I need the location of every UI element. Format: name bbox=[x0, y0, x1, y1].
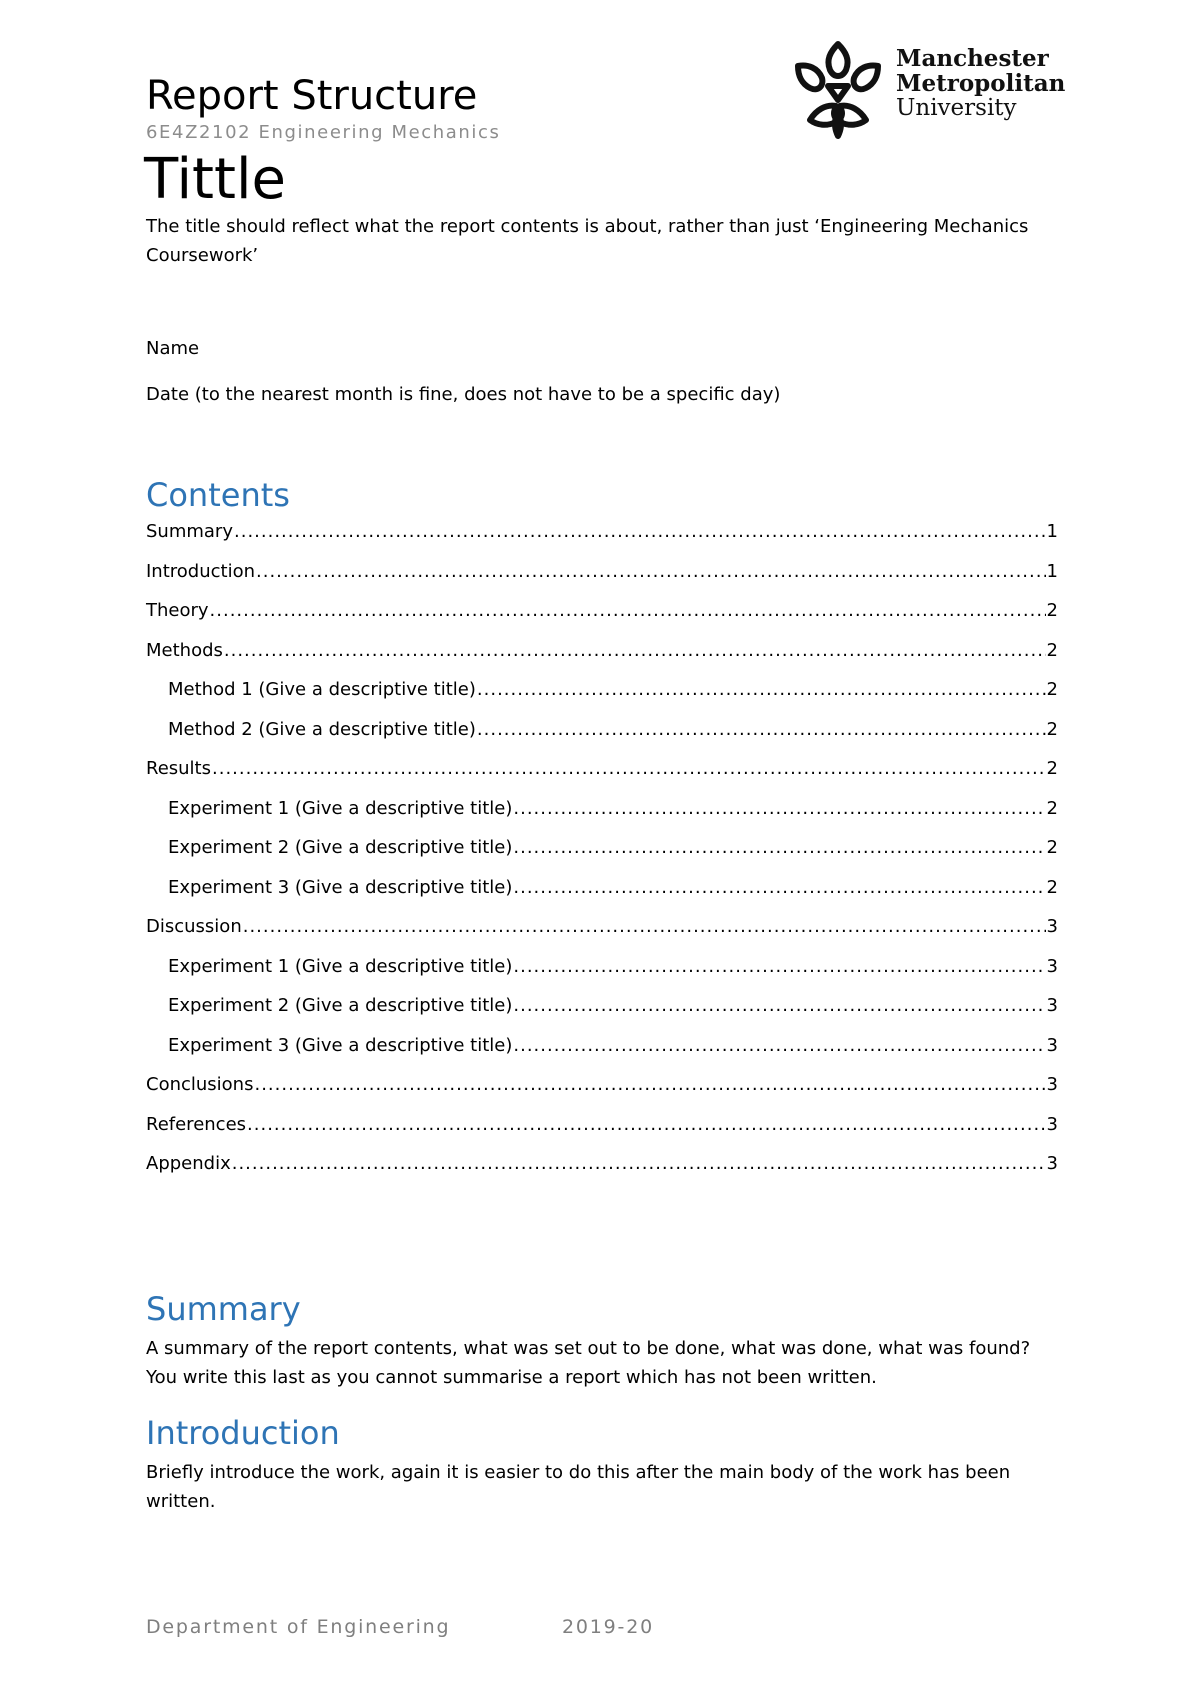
toc-entry-label: Appendix bbox=[146, 1153, 231, 1174]
university-logo bbox=[790, 40, 1070, 144]
toc-entry-page-number: 3 bbox=[1046, 1153, 1058, 1174]
toc-entry[interactable] bbox=[146, 678, 1058, 718]
toc-entry-label: Method 1 (Give a descriptive title) bbox=[168, 679, 476, 700]
toc-entry[interactable] bbox=[146, 1073, 1058, 1113]
toc-dot-leader bbox=[247, 1113, 1046, 1137]
toc-entry[interactable] bbox=[146, 1113, 1058, 1153]
toc-entry-label: Experiment 3 (Give a descriptive title) bbox=[168, 876, 513, 898]
toc-entry-label: Results bbox=[146, 758, 211, 779]
toc-entry[interactable] bbox=[146, 1152, 1058, 1192]
toc-dot-leader bbox=[232, 1152, 1046, 1176]
toc-entry-label: Experiment 1 (Give a descriptive title) bbox=[168, 955, 513, 977]
logo-line-university: University bbox=[896, 95, 1017, 121]
summary-heading: Summary bbox=[146, 1290, 301, 1328]
toc-entry[interactable] bbox=[146, 599, 1058, 639]
toc-entry-label: Introduction bbox=[146, 560, 256, 582]
toc-entry-page-number: 3 bbox=[1046, 1113, 1058, 1135]
toc-dot-leader bbox=[477, 678, 1046, 702]
toc-entry-label: Experiment 2 (Give a descriptive title) bbox=[168, 837, 513, 858]
toc-dot-leader bbox=[513, 994, 1045, 1018]
toc-dot-leader bbox=[513, 797, 1045, 821]
toc-dot-leader bbox=[513, 836, 1045, 860]
date-field-label: Date (to the nearest month is fine, does not have to be a specific day) bbox=[146, 384, 781, 405]
toc-entry-label: Experiment 3 (Give a descriptive title) bbox=[168, 1034, 513, 1056]
toc-dot-leader bbox=[256, 560, 1046, 584]
report-title-heading: Tittle bbox=[144, 147, 286, 212]
toc-dot-leader bbox=[243, 915, 1046, 939]
introduction-heading: Introduction bbox=[146, 1414, 340, 1452]
toc-entry[interactable] bbox=[146, 757, 1058, 797]
toc-dot-leader bbox=[212, 757, 1046, 781]
toc-entry-label: Methods bbox=[146, 639, 223, 661]
module-code-subtitle: 6E4Z2102 Engineering Mechanics bbox=[146, 122, 501, 143]
toc-entry-label: Experiment 1 (Give a descriptive title) bbox=[168, 797, 513, 819]
toc-entry-page-number: 2 bbox=[1046, 797, 1058, 819]
toc-entry[interactable] bbox=[146, 876, 1058, 916]
title-description: The title should reflect what the report contents is about, rather than just ‘Engineering Mechanics Coursework’ bbox=[146, 216, 1029, 266]
toc-entry-page-number: 1 bbox=[1046, 521, 1058, 542]
summary-text: A summary of the report contents, what was set out to be done, what was done, what was found? You write this last as you cannot summarise a report which has not been written. bbox=[146, 1338, 1031, 1388]
toc-entry[interactable] bbox=[146, 797, 1058, 837]
toc-entry-page-number: 2 bbox=[1046, 876, 1058, 898]
toc-entry-page-number: 3 bbox=[1046, 916, 1058, 937]
toc-dot-leader bbox=[477, 718, 1046, 742]
toc-entry[interactable] bbox=[146, 915, 1058, 955]
toc-entry[interactable] bbox=[146, 836, 1058, 876]
toc-entry-page-number: 3 bbox=[1046, 995, 1058, 1016]
toc-entry[interactable] bbox=[146, 955, 1058, 995]
toc-entry-page-number: 3 bbox=[1046, 955, 1058, 977]
toc-entry-page-number: 2 bbox=[1046, 758, 1058, 779]
document-title: Report Structure bbox=[146, 73, 478, 119]
toc-dot-leader bbox=[210, 599, 1046, 623]
name-field-label: Name bbox=[146, 338, 200, 359]
toc-entry-page-number: 3 bbox=[1046, 1074, 1058, 1095]
toc-entry[interactable] bbox=[146, 520, 1058, 560]
toc-entry[interactable] bbox=[146, 718, 1058, 758]
university-name bbox=[896, 46, 1065, 121]
toc-entry-label: Method 2 (Give a descriptive title) bbox=[168, 718, 476, 740]
toc-dot-leader bbox=[513, 1034, 1045, 1058]
toc-entry-page-number: 3 bbox=[1046, 1034, 1058, 1056]
toc-dot-leader bbox=[513, 876, 1045, 900]
toc-entry-label: Discussion bbox=[146, 916, 242, 937]
toc-dot-leader bbox=[224, 639, 1046, 663]
logo-line-manchester: Manchester bbox=[896, 45, 1049, 72]
toc-entry-label: Experiment 2 (Give a descriptive title) bbox=[168, 995, 513, 1016]
mmu-triangle-emblem-icon bbox=[790, 40, 886, 144]
toc-entry-label: Theory bbox=[146, 600, 209, 621]
toc-entry[interactable] bbox=[146, 1034, 1058, 1074]
logo-line-metropolitan: Metropolitan bbox=[896, 70, 1066, 97]
toc-dot-leader bbox=[254, 1073, 1045, 1097]
toc-entry-page-number: 1 bbox=[1046, 560, 1058, 582]
footer-year: 2019-20 bbox=[562, 1616, 654, 1638]
toc-entry-page-number: 2 bbox=[1046, 639, 1058, 661]
table-of-contents bbox=[146, 520, 1058, 1192]
toc-entry-page-number: 2 bbox=[1046, 679, 1058, 700]
toc-entry-page-number: 2 bbox=[1046, 718, 1058, 740]
toc-entry[interactable] bbox=[146, 994, 1058, 1034]
toc-entry[interactable] bbox=[146, 560, 1058, 600]
toc-entry-page-number: 2 bbox=[1046, 600, 1058, 621]
toc-entry-label: Conclusions bbox=[146, 1074, 254, 1095]
toc-dot-leader bbox=[234, 520, 1046, 544]
introduction-text: Briefly introduce the work, again it is easier to do this after the main body of the work has been written. bbox=[146, 1462, 1011, 1512]
toc-entry[interactable] bbox=[146, 639, 1058, 679]
toc-entry-page-number: 2 bbox=[1046, 837, 1058, 858]
toc-entry-label: References bbox=[146, 1113, 247, 1135]
toc-dot-leader bbox=[513, 955, 1045, 979]
toc-entry-label: Summary bbox=[146, 521, 233, 542]
contents-heading: Contents bbox=[146, 476, 290, 514]
footer-department: Department of Engineering bbox=[146, 1616, 451, 1638]
